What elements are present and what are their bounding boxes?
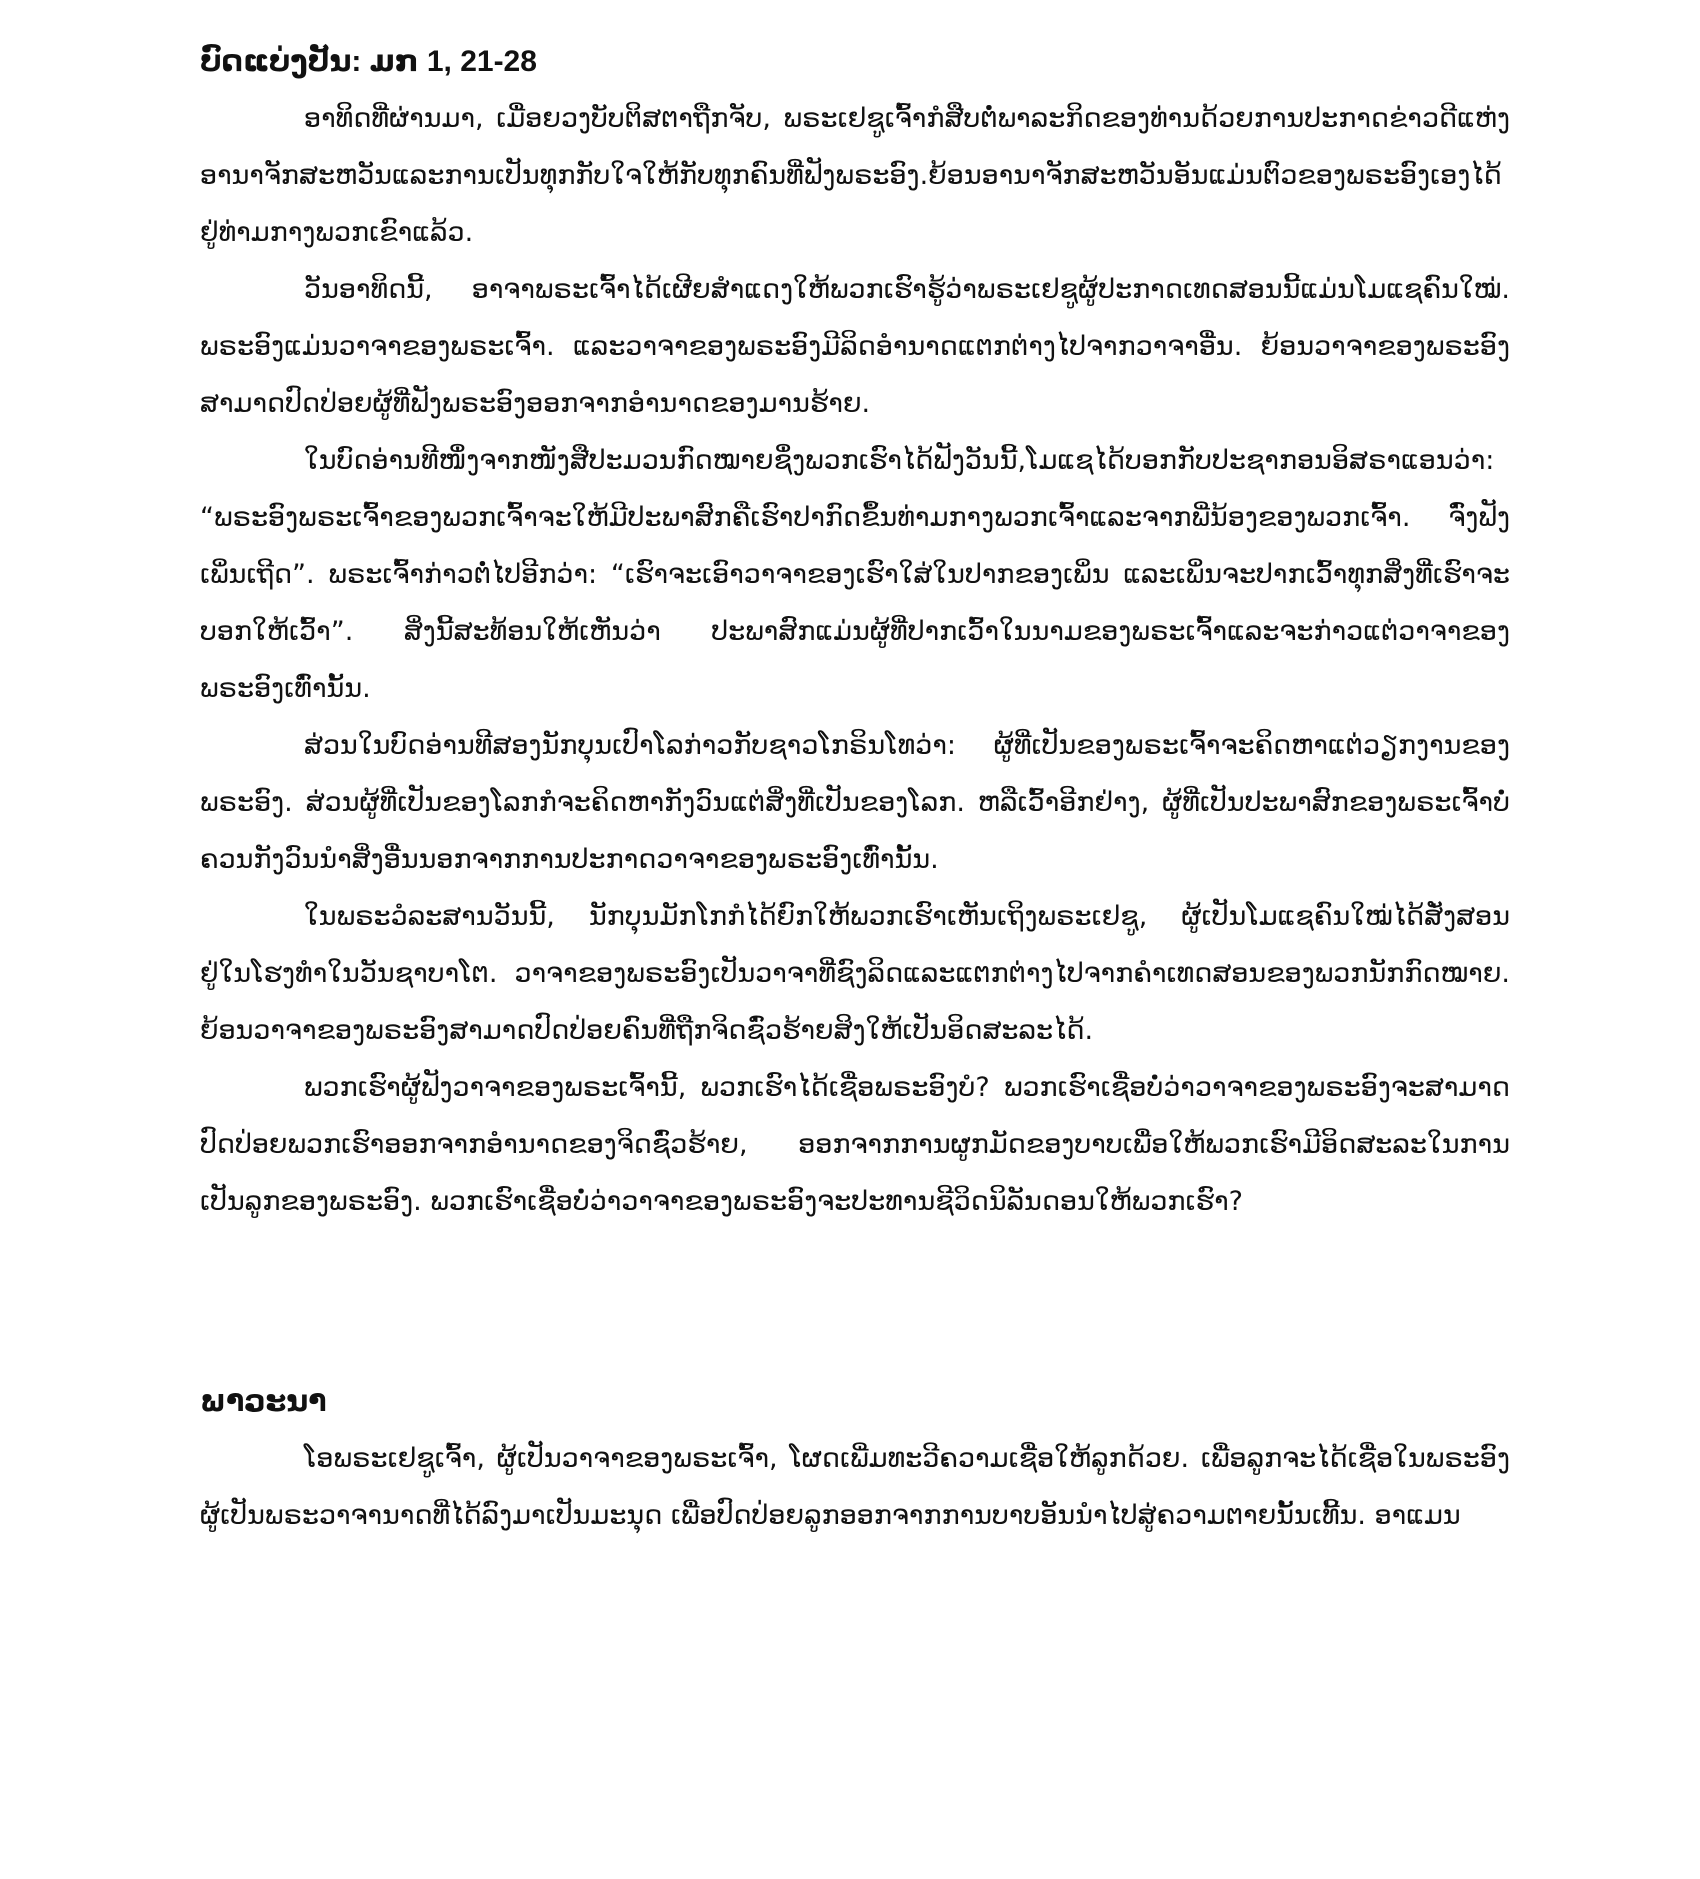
prayer-heading: ພາວະນາ xyxy=(200,1385,327,1418)
paragraph: ໃນພຣະວໍລະສານວັນນີ້, ນັກບຸນມັກໂກກໍໄດ້ຍົກໃຫ້ພວກເຮົາເຫັນເຖິງພຣະເຢຊູ, ຜູ້ເປັນໂມແຊຄົນໃໝ່ໄດ້ສັ່ງສອນຢູ່ໃນໂຮງທຳໃນວັນຊາບາໂຕ. ວາຈາຂອງພຣະອົງເປັນວາຈາທີ່ຊົງລິດແລະແຕກຕ່າງໄປຈາກຄຳເທດສອນຂອງພວກນັກກົດໝາຍ. ຍ້ອນວາຈາຂອງພຣະອົງສາມາດປົດປ່ອຍຄົນທີ່ຖືກຈິດຊົ່ວຮ້າຍສິງໃຫ້ເປັນອິດສະລະໄດ້. xyxy=(200,901,1510,1046)
paragraph: ໃນບົດອ່ານທີໜຶ່ງຈາກໜັງສືປະມວນກົດໝາຍຊຶ່ງພວກເຮົາໄດ້ຟັງວັນນີ້,ໂມແຊໄດ້ບອກກັບປະຊາກອນອິສຣາແອນວ່າ: “ພຣະອົງພຣະເຈົ້າຂອງພວກເຈົ້າຈະໃຫ້ມີປະພາສົກຄືເຮົາປາກົດຂຶ້ນທ່າມກາງພວກເຈົ້າແລະຈາກພີ່ນ້ອງຂອງພວກເຈົ້າ. ຈົ່ງຟັງເພິ່ນເຖີດ”. ພຣະເຈົ້າກ່າວຕໍ່ໄປອີກວ່າ: “ເຮົາຈະເອົາວາຈາຂອງເຮົາໃສ່ໃນປາກຂອງເພິ່ນ ແລະເພິ່ນຈະປາກເວົ້າທຸກສິ່ງທີ່ເຮົາຈະບອກໃຫ້ເວົ້າ”. ສິ່ງນີ້ສະທ້ອນໃຫ້ເຫັນວ່າ ປະພາສົກແມ່ນຜູ້ທີ່ປາກເວົ້າໃນນາມຂອງພຣະເຈົ້າແລະຈະກ່າວແຕ່ວາຈາຂອງພຣະອົງເທົ່ານັ້ນ. xyxy=(200,445,1510,704)
paragraph: ອາທິດທີ່ຜ່ານມາ, ເມື່ອຍວງບັບຕິສຕາຖືກຈັບ, ພຣະເຢຊູເຈົ້າກໍສືບຕໍ່ພາລະກິດຂອງທ່ານດ້ວຍການປະກາດຂ່າວດີແຫ່ງອານາຈັກສະຫວັນແລະການເປັນທຸກກັບໃຈໃຫ້ກັບທຸກຄົນທີ່ຟັງພຣະອົງ.ຍ້ອນອານາຈັກສະຫວັນອັນແມ່ນຕົວຂອງພຣະອົງເອງໄດ້ຢູ່ທ່າມກາງພວກເຂົາແລ້ວ. xyxy=(200,103,1510,248)
paragraph: ພວກເຮົາຜູ້ຟັງວາຈາຂອງພຣະເຈົ້ານີ້, ພວກເຮົາໄດ້ເຊື່ອພຣະອົງບໍ? ພວກເຮົາເຊື່ອບໍ່ວ່າວາຈາຂອງພຣະອົງຈະສາມາດປົດປ່ອຍພວກເຮົາອອກຈາກອຳນາດຂອງຈິດຊົ່ວຮ້າຍ, ອອກຈາກການຜູກມັດຂອງບາບເພື່ອໃຫ້ພວກເຮົາມີອິດສະລະໃນການເປັນລູກຂອງພຣະອົງ. ພວກເຮົາເຊື່ອບໍ່ວ່າວາຈາຂອງພຣະອົງຈະປະທານຊີວິດນິລັນດອນໃຫ້ພວກເຮົາ? xyxy=(200,1072,1510,1217)
document-page xyxy=(200,40,1510,1544)
paragraph: ວັນອາທິດນີ້, ອາຈາພຣະເຈົ້າໄດ້ເຜີຍສຳແດງໃຫ້ພວກເຮົາຮູ້ວ່າພຣະເຢຊູຜູ້ປະກາດເທດສອນນີ້ແມ່ນໂມແຊຄົນໃໝ່. ພຣະອົງແມ່ນວາຈາຂອງພຣະເຈົ້າ. ແລະວາຈາຂອງພຣະອົງມີລິດອຳນາດແຕກຕ່າງໄປຈາກວາຈາອື່ນ. ຍ້ອນວາຈາຂອງພຣະອົງສາມາດປົດປ່ອຍຜູ້ທີ່ຟັງພຣະອົງອອກຈາກອຳນາດຂອງມານຮ້າຍ. xyxy=(200,274,1510,419)
paragraph: ສ່ວນໃນບົດອ່ານທີສອງນັກບຸນເປົາໂລກ່າວກັບຊາວໂກຣິນໂທວ່າ: ຜູ້ທີ່ເປັນຂອງພຣະເຈົ້າຈະຄິດຫາແຕ່ວຽກງານຂອງພຣະອົງ. ສ່ວນຜູ້ທີ່ເປັນຂອງໂລກກໍຈະຄິດຫາກັງວົນແຕ່ສິ່ງທີ່ເປັນຂອງໂລກ. ຫລືເວົ້າອີກຢ່າງ, ຜູ້ທີ່ເປັນປະພາສົກຂອງພຣະເຈົ້າບໍ່ຄວນກັງວົນນຳສິ່ງອື່ນນອກຈາກການປະກາດວາຈາຂອງພຣະອົງເທົ່ານັ້ນ. xyxy=(200,730,1510,875)
reading-heading: ບົດແບ່ງປັນ: ມກ 1, 21-28 xyxy=(200,45,537,78)
prayer-text: ໂອພຣະເຢຊູເຈົ້າ, ຜູ້ເປັນວາຈາຂອງພຣະເຈົ້າ, ໂຜດເພີ່ມທະວີຄວາມເຊື່ອໃຫ້ລູກດ້ວຍ. ເພື່ອລູກຈະໄດ້ເຊື່ອໃນພຣະອົງຜູ້ເປັນພຣະວາຈານາດທີ່ໄດ້ລົງມາເປັນມະນຸດ ເພື່ອປົດປ່ອຍລູກອອກຈາກການບາບອັນນຳໄປສູ່ຄວາມຕາຍນັ້ນເທີ້ນ. ອາແມນ xyxy=(200,1443,1510,1531)
